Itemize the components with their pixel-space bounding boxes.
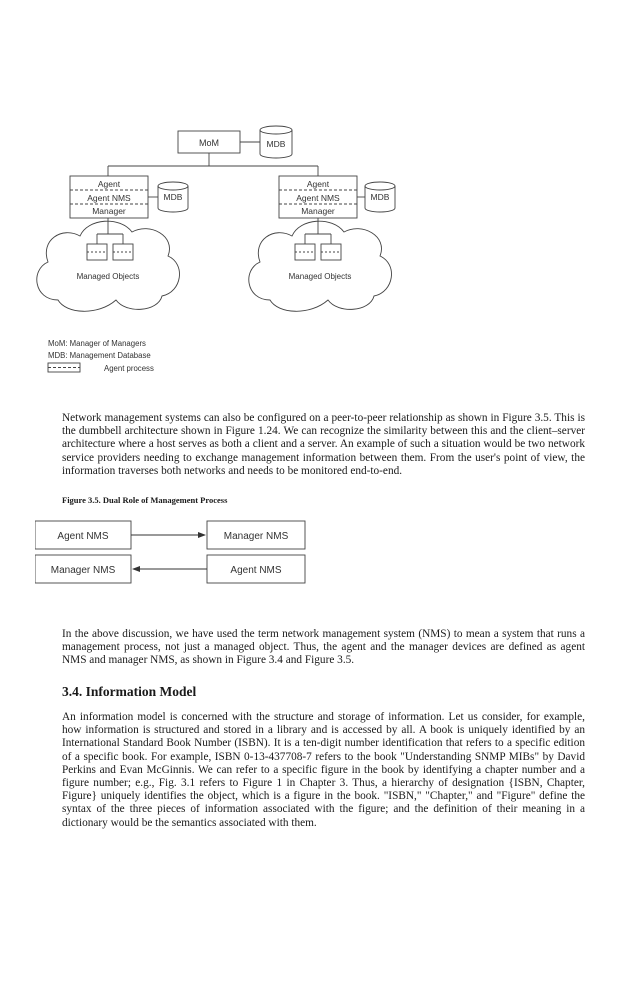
mom-label: MoM — [199, 138, 219, 148]
legend-mom: MoM: Manager of Managers — [48, 339, 146, 348]
legend-agent-process-symbol — [48, 363, 80, 372]
agent-process-box — [295, 244, 315, 260]
agent-process-box — [321, 244, 341, 260]
paragraph-nms-definition: In the above discussion, we have used the term network management system (NMS) to mean a system that runs a management process, not just a managed object. Thus, the agent and the manager devices are defined as agent NMS and manager NMS, as shown in Figure 3.4 and Figure 3.5. — [62, 628, 585, 667]
left-cloud-label: Managed Objects — [76, 272, 140, 281]
left-agent-nms-label: Agent NMS — [87, 193, 131, 203]
mom-architecture-diagram — [0, 0, 638, 400]
right-agent-label: Agent — [306, 179, 330, 189]
mom-mdb-label: MDB — [266, 139, 286, 149]
figure-caption: Figure 3.5. Dual Role of Management Process — [62, 495, 228, 505]
right-cloud-label: Managed Objects — [288, 272, 352, 281]
right-mdb-label: MDB — [370, 192, 390, 202]
right-manager-label: Manager — [301, 206, 335, 216]
bottom-left-label: Manager NMS — [50, 565, 116, 576]
paragraph-peer-to-peer: Network management systems can also be configured on a peer-to-peer relationship as shown in Figure 3.5. This is the dumbbell architecture shown in Figure 1.24. We can recognize the similarity between this and the client–server architecture where a host serves as both a client and a server. An example of such a situation would be two network service providers needing to exchange management information between them. From the user's point of view, the information traverses both networks and needs to be monitored end-to-end. — [62, 412, 585, 477]
agent-process-box — [113, 244, 133, 260]
right-managed-objects-cloud — [249, 221, 392, 311]
agent-process-box — [87, 244, 107, 260]
top-left-label: Agent NMS — [57, 531, 109, 542]
bottom-right-label: Agent NMS — [230, 565, 282, 576]
left-managed-objects-cloud — [37, 221, 180, 311]
left-manager-label: Manager — [92, 206, 126, 216]
right-agent-nms-label: Agent NMS — [296, 193, 340, 203]
section-heading: 3.4. Information Model — [62, 684, 197, 699]
legend-mdb: MDB: Management Database — [48, 351, 151, 360]
left-agent-label: Agent — [97, 179, 121, 189]
left-mdb-label: MDB — [163, 192, 183, 202]
top-right-label: Manager NMS — [223, 531, 289, 542]
legend-agent-process: Agent process — [104, 364, 154, 373]
dual-role-diagram — [35, 515, 335, 595]
paragraph-information-model: An information model is concerned with the structure and storage of information. Let us consider, for example, how information is structured and stored in a library and is accessed by all. A book is uniquely identified by an International Standard Book Number (ISBN). It is a ten-digit number identification that refers to a specific edition of a specific book. For example, ISBN 0-13-437708-7 refers to the book "Understanding SNMP MIBs" by David Perkins and Evan McGinnis. We can refer to a specific figure in the book by identifying a chapter number and a figure number; e.g., Fig. 3.1 refers to Figure 1 in Chapter 3. Thus, a hierarchy of designation {ISBN, Chapter, Figure} uniquely identifies the object, which is a figure in the book. "ISBN," "Chapter," and "Figure" define the syntax of the three pieces of information associated with the figure; and the definition of their meaning in a dictionary would be the semantics associated with them. — [62, 711, 585, 829]
